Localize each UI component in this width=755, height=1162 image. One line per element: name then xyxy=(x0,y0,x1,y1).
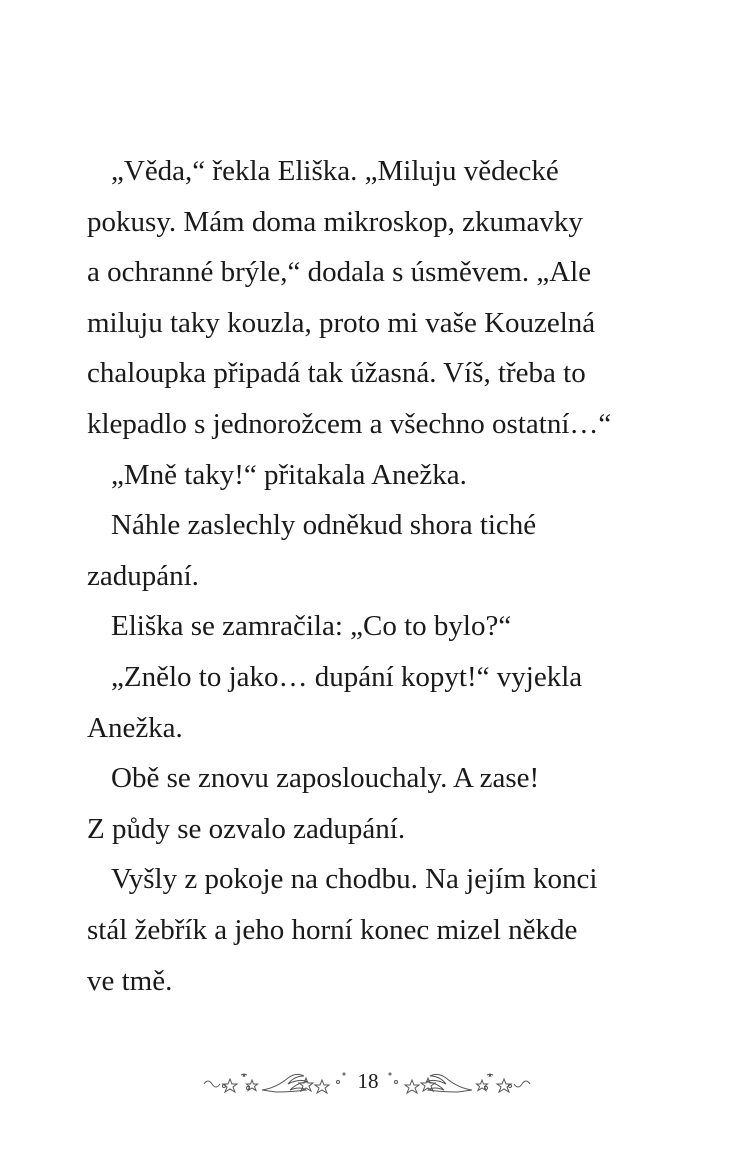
text-line: a ochranné brýle,“ dodala s úsměvem. „Ale xyxy=(87,256,592,289)
text-line: Eliška se zamračila: „Co to bylo?“ xyxy=(111,610,512,643)
text-line: „Znělo to jako… dupání kopyt!“ vyjekla xyxy=(111,661,583,693)
star-swirl-ornament-left-icon xyxy=(200,1064,348,1098)
text-line: ve tmě. xyxy=(87,964,173,997)
text-line: miluju taky kouzla, proto mi vaše Kouzelná xyxy=(87,306,596,339)
text-line: Náhle zaslechly odněkud shora tiché xyxy=(111,509,537,542)
text-line: stál žebřík a jeho horní konec mizel někde xyxy=(87,914,578,946)
text-line: pokusy. Mám doma mikroskop, zkumavky xyxy=(87,205,583,238)
text-line: Vyšly z pokoje na chodbu. Na jejím konci xyxy=(111,863,598,896)
text-line: zadupání. xyxy=(87,559,199,592)
text-line: „Mně taky!“ přitakala Anežka. xyxy=(111,458,467,491)
page-number: 18 xyxy=(357,1069,379,1093)
text-line: Obě se znovu zaposlouchaly. A zase! xyxy=(111,762,540,795)
text-line: „Věda,“ řekla Eliška. „Miluju vědecké xyxy=(111,155,559,187)
text-line: Z půdy se ozvalo zadupání. xyxy=(87,812,406,845)
text-line: klepadlo s jednorožcem a všechno ostatní…“ xyxy=(87,408,612,440)
text-line: Anežka. xyxy=(87,711,183,744)
star-swirl-ornament-right-icon xyxy=(386,1064,534,1098)
text-line: chaloupka připadá tak úžasná. Víš, třeba to xyxy=(87,357,586,390)
